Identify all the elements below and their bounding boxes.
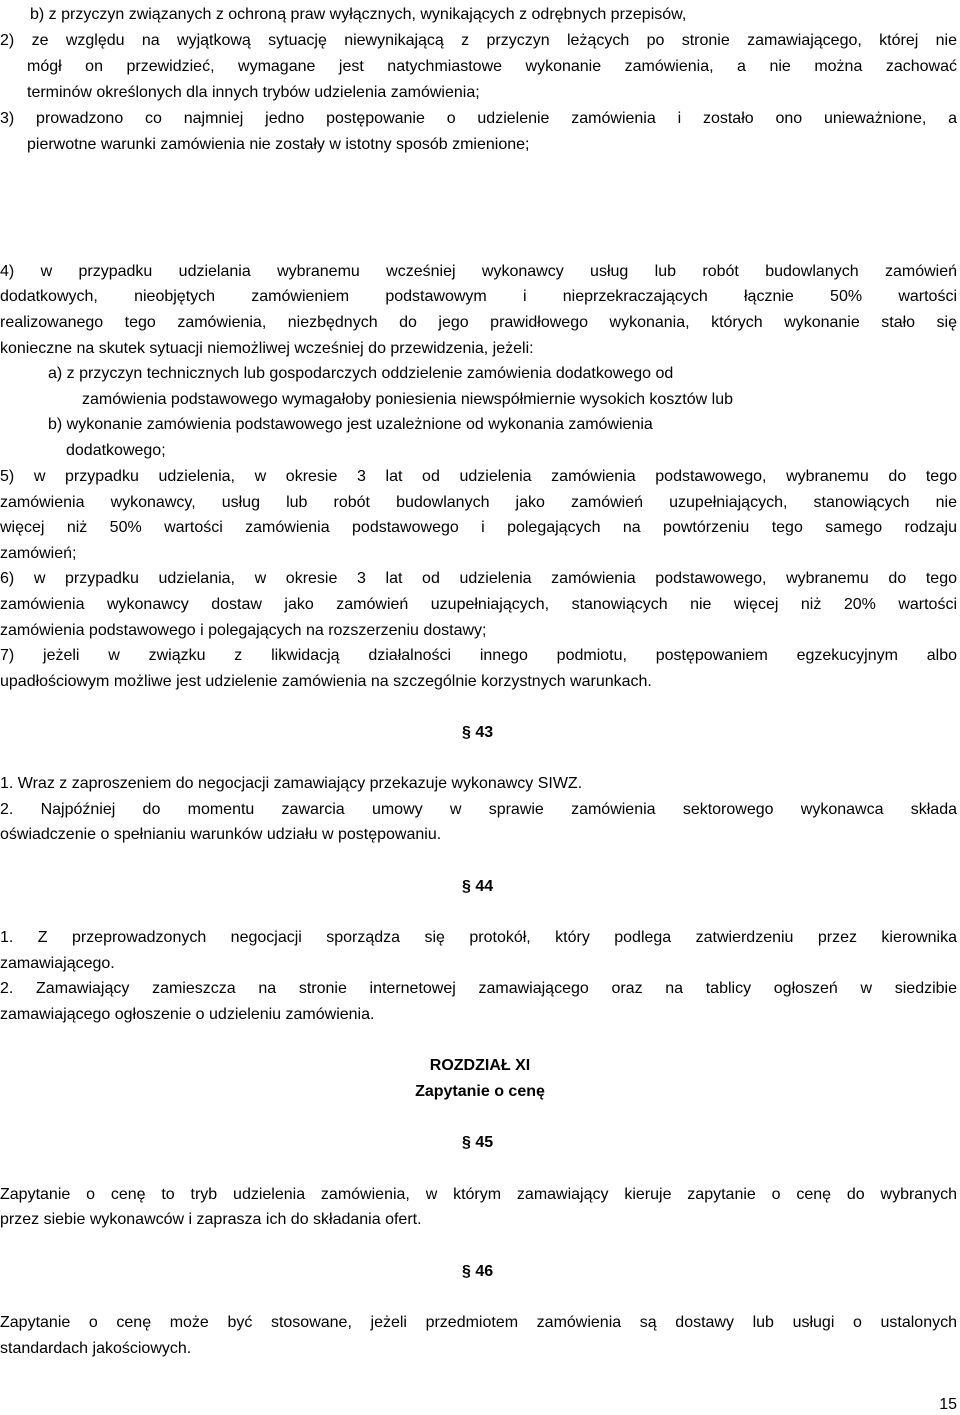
text-line: 1. Z przeprowadzonych negocjacji sporządza się protokół, który podlega zatwierdzeniu przez kierownika (0, 929, 957, 946)
text-line: 1. Wraz z zaproszeniem do negocjacji zamawiający przekazuje wykonawcy SIWZ. (0, 775, 583, 792)
text-line: dodatkowych, nieobjętych zamówieniem podstawowym i nieprzekraczających łącznie 50% wartości (0, 288, 957, 305)
text-line: 2. Najpóźniej do momentu zawarcia umowy w sprawie zamówienia sektorowego wykonawca składa (0, 801, 957, 818)
text-line: zamówienia wykonawcy, usług lub robót budowlanych jako zamówień uzupełniających, stanowiących nie (0, 494, 957, 511)
text-line: 2. Zamawiający zamieszcza na stronie internetowej zamawiającego oraz na tablicy ogłoszeń w siedzibie (0, 980, 957, 997)
text-line: zamówienia wykonawcy dostaw jako zamówień uzupełniających, stanowiących nie więcej niż 20% wartości (0, 596, 957, 613)
text-line: 2) ze względu na wyjątkową sytuację niewynikającą z przyczyn leżących po stronie zamawiającego, której nie (0, 32, 957, 49)
text-line: zamówienia podstawowego i polegających na rozszerzeniu dostawy; (0, 622, 487, 639)
text-line: zamówień; (0, 545, 77, 562)
text-line: 5) w przypadku udzielenia, w okresie 3 lat od udzielenia zamówienia podstawowego, wybranemu do tego (0, 468, 957, 485)
text-line: b) wykonanie zamówienia podstawowego jest uzależnione od wykonania zamówienia (48, 416, 653, 433)
text-line: zamawiającego ogłoszenie o udzieleniu zamówienia. (0, 1006, 375, 1023)
text-line: mógł on przewidzieć, wymagane jest natychmiastowe wykonanie zamówienia, a nie można zachować (27, 58, 957, 75)
chapter-heading: ROZDZIAŁ XI (429, 1057, 531, 1074)
text-line: upadłościowym możliwe jest udzielenie zamówienia na szczególnie korzystnych warunkach. (0, 673, 652, 690)
text-line: 7) jeżeli w związku z likwidacją działalności innego podmiotu, postępowaniem egzekucyjnym albo (0, 647, 957, 664)
text-line: realizowanego tego zamówienia, niezbędnych do jego prawidłowego wykonania, których wykonanie stało się (0, 314, 957, 331)
section-heading: § 43 (462, 724, 494, 741)
section-heading: § 46 (462, 1263, 494, 1280)
text-line: zamówienia podstawowego wymagałoby poniesienia niewspółmiernie wysokich kosztów lub (82, 391, 733, 408)
text-line: przez siebie wykonawców i zaprasza ich do składania ofert. (0, 1211, 422, 1228)
text-line: oświadczenie o spełnianiu warunków udziału w postępowaniu. (0, 826, 442, 843)
text-line: dodatkowego; (66, 442, 166, 459)
text-line: więcej niż 50% wartości zamówienia podstawowego i polegających na powtórzeniu tego samego rodzaju (0, 519, 957, 536)
text-line: Zapytanie o cenę to tryb udzielenia zamówienia, w którym zamawiający kieruje zapytanie o cenę do wybranych (0, 1186, 957, 1203)
text-line: 6) w przypadku udzielania, w okresie 3 lat od udzielenia zamówienia podstawowego, wybranemu do tego (0, 570, 957, 587)
text-line: 4) w przypadku udzielania wybranemu wcześniej wykonawcy usług lub robót budowlanych zamówień (0, 263, 957, 280)
text-line: zamawiającego. (0, 955, 115, 972)
text-line: a) z przyczyn technicznych lub gospodarczych oddzielenie zamówienia dodatkowego od (48, 365, 674, 382)
section-heading: § 44 (462, 878, 494, 895)
text-line: konieczne na skutek sytuacji niemożliwej wcześniej do przewidzenia, jeżeli: (0, 340, 534, 357)
text-line: 3) prowadzono co najmniej jedno postępowanie o udzielenie zamówienia i zostało ono unieważnione, a (0, 110, 957, 127)
text-line: standardach jakościowych. (0, 1340, 192, 1357)
chapter-title: Zapytanie o cenę (415, 1083, 545, 1100)
text-line: pierwotne warunki zamówienia nie zostały w istotny sposób zmienione; (27, 136, 530, 153)
text-line: terminów określonych dla innych trybów udzielenia zamówienia; (27, 84, 480, 101)
text-line: Zapytanie o cenę może być stosowane, jeżeli przedmiotem zamówienia są dostawy lub usługi o ustalonych (0, 1314, 957, 1331)
section-heading: § 45 (462, 1134, 494, 1151)
page-number: 15 (939, 1396, 957, 1413)
text-line: b) z przyczyn związanych z ochroną praw wyłącznych, wynikających z odrębnych przepisów, (30, 6, 687, 23)
